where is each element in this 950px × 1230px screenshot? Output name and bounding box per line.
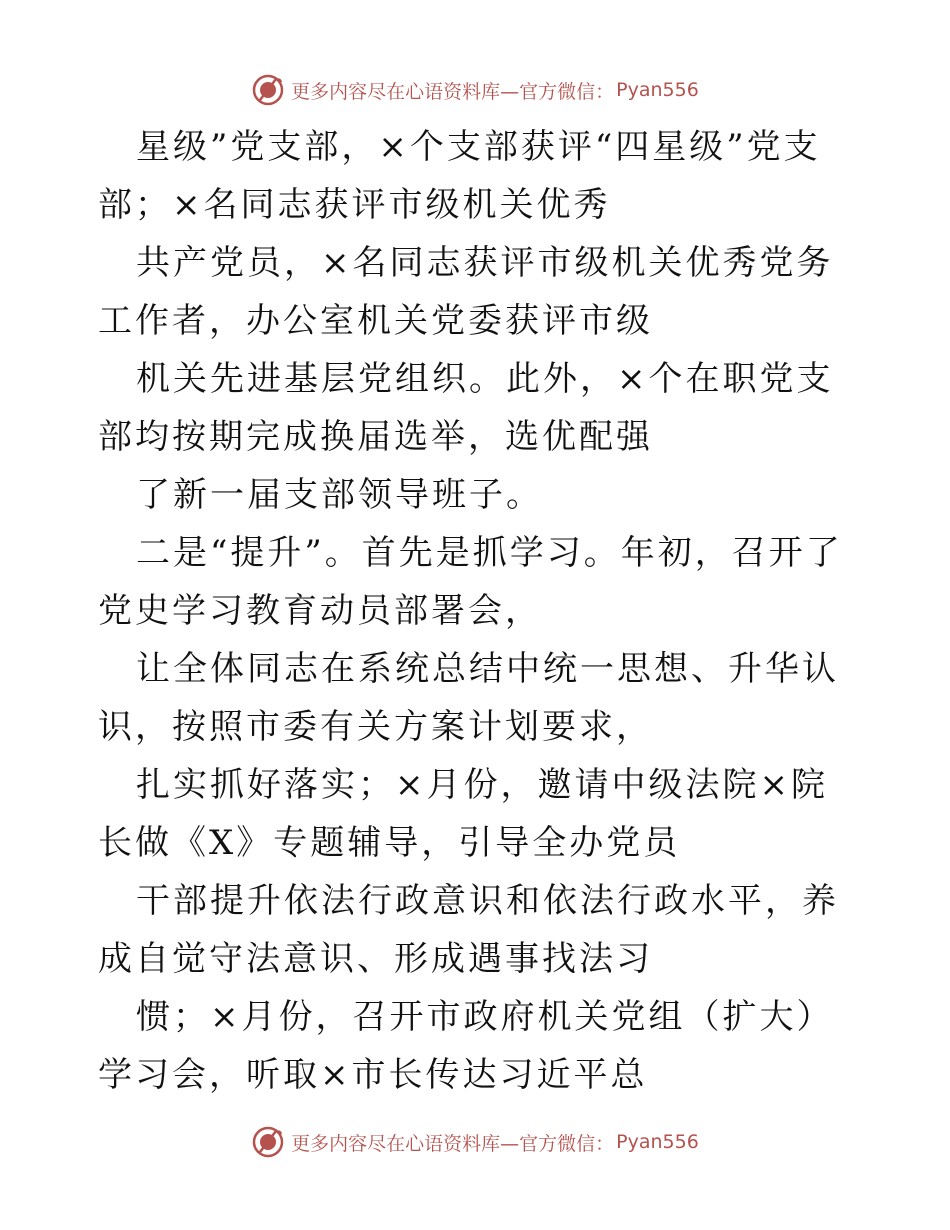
paragraph: 了新一届支部领导班子。 bbox=[136, 475, 543, 515]
footer-wechat-account: Pyan556 bbox=[616, 1131, 699, 1153]
quill-seal-icon bbox=[251, 1125, 285, 1159]
paragraph: 惯；×月份，召开市政府机关党组（扩大）学习会，听取×市长传达习近平总 bbox=[98, 997, 834, 1095]
footer-banner-text: 更多内容尽在心语资料库—官方微信： bbox=[291, 1132, 615, 1155]
paragraph: 扎实抓好落实；×月份，邀请中级法院×院长做《X》专题辅导，引导全办党员 bbox=[98, 765, 828, 863]
paragraph: 让全体同志在系统总结中统一思想、升华认识，按照市委有关方案计划要求， bbox=[98, 649, 839, 747]
paragraph: 共产党员，×名同志获评市级机关优秀党务工作者，办公室机关党委获评市级 bbox=[98, 243, 834, 341]
header-banner-text: 更多内容尽在心语资料库—官方微信： bbox=[291, 80, 615, 103]
document-body bbox=[98, 118, 858, 1104]
paragraph: 二是“提升”。首先是抓学习。年初，召开了党史学习教育动员部署会， bbox=[98, 533, 843, 631]
header-wechat-account: Pyan556 bbox=[616, 79, 699, 101]
header-banner bbox=[0, 72, 950, 108]
paragraph: 星级”党支部，×个支部获评“四星级”党支部；×名同志获评市级机关优秀 bbox=[98, 127, 821, 225]
paragraph: 机关先进基层党组织。此外，×个在职党支部均按期完成换届选举，选优配强 bbox=[98, 359, 834, 457]
footer-banner bbox=[0, 1124, 950, 1160]
paragraph: 干部提升依法行政意识和依法行政水平，养成自觉守法意识、形成遇事找法习 bbox=[98, 881, 839, 979]
quill-seal-icon bbox=[251, 73, 285, 107]
